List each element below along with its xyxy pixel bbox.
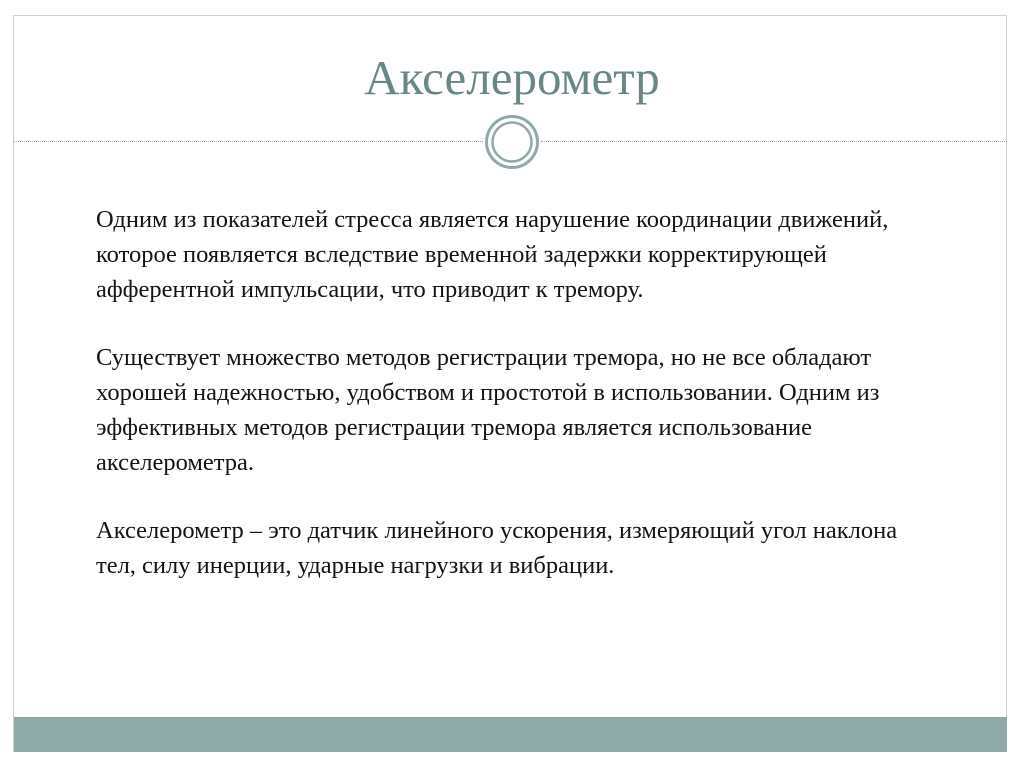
bottom-accent-bar <box>14 717 1007 752</box>
double-circle-icon <box>483 113 541 171</box>
paragraph-stress-tremor: Одним из показателей стресса является нарушение координации движений, которое появляется вследствие временной задержки корректирующей афферентной импульсации, что приводит к тремору. <box>96 206 889 303</box>
title-divider-left <box>14 141 483 142</box>
slide-title: Акселерометр <box>364 50 660 105</box>
paragraph-accelerometer-definition: Акселерометр – это датчик линейного ускорения, измеряющий угол наклона тел, силу инерции, ударные нагрузки и вибрации. <box>96 517 898 579</box>
paragraph-tremor-methods: Существует множество методов регистрации тремора, но не все обладают хорошей надежностью, удобством и простотой в использовании. Одним из эффективных методов регистрации тремора является использование акселерометра. <box>96 344 880 476</box>
slide-body <box>96 202 936 616</box>
title-divider-right <box>541 141 1007 142</box>
